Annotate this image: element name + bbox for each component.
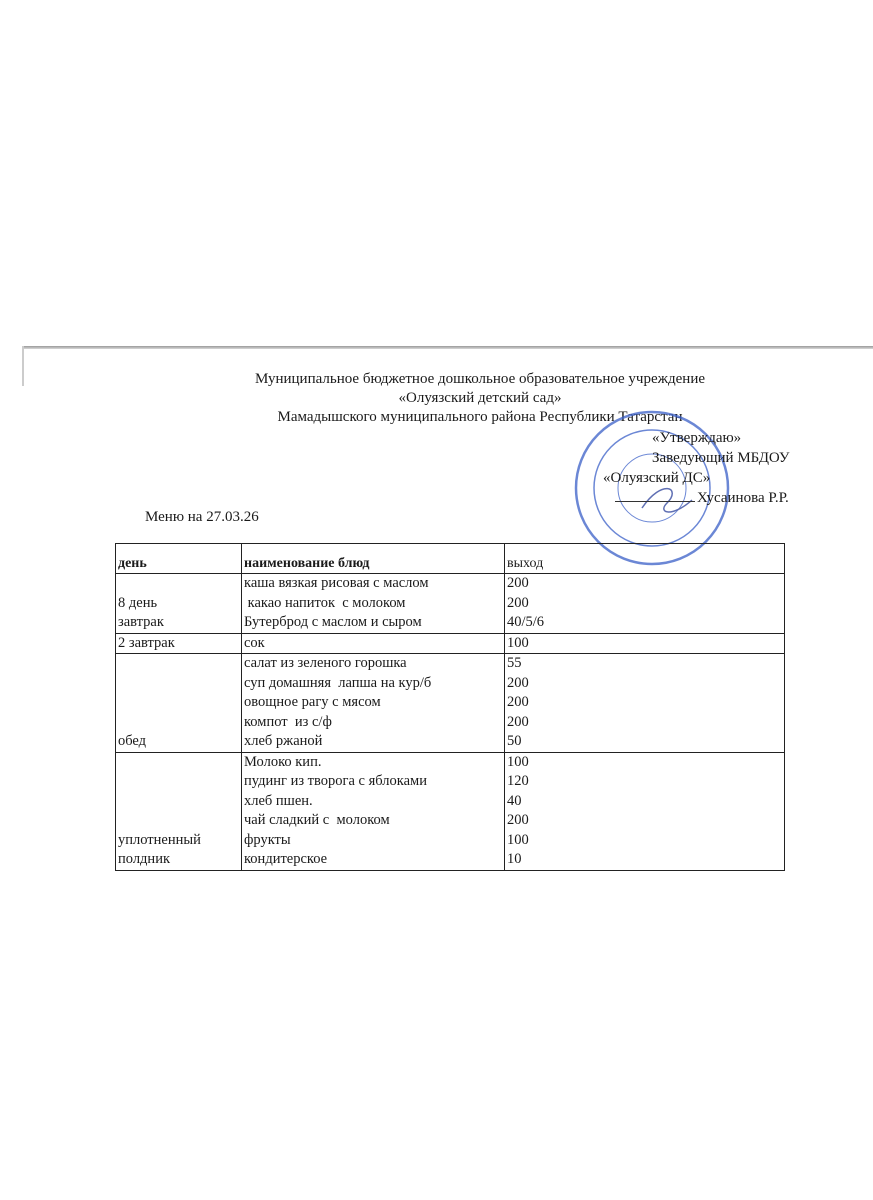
dish-cell (242, 752, 505, 870)
yield-line: 100 (507, 753, 529, 770)
dish-line: сок (244, 634, 265, 651)
dish-line: какао напиток с молоком (244, 594, 406, 611)
menu-table (115, 543, 785, 871)
meal-line: завтрак (118, 614, 164, 630)
director-name: Хусаинова Р.Р. (697, 490, 789, 506)
yield-cell (505, 574, 785, 634)
dish-cell (242, 574, 505, 634)
yield-line: 100 (507, 634, 529, 651)
dish-cell (242, 633, 505, 654)
yield-line: 200 (507, 713, 529, 730)
meal-cell (116, 633, 242, 654)
dish-line: Бутерброд с маслом и сыром (244, 614, 422, 630)
table-row (116, 654, 785, 753)
dish-line: пудинг из творога с яблоками (244, 773, 427, 789)
table-row (116, 574, 785, 634)
meal-line: полдник (118, 851, 170, 867)
yield-line: 50 (507, 733, 522, 749)
dish-line: суп домашняя лапша на кур/б (244, 674, 432, 691)
yield-cell (505, 633, 785, 654)
dish-line: хлеб ржаной (244, 733, 323, 749)
meal-cell (116, 654, 242, 753)
yield-line: 55 (507, 655, 522, 671)
dish-line: хлеб пшен. (244, 792, 313, 809)
dish-cell (242, 654, 505, 753)
yield-line: 120 (507, 773, 529, 789)
approval-line1: «Утверждаю» (652, 430, 742, 446)
yield-line: 200 (507, 575, 529, 591)
meal-cell (116, 574, 242, 634)
dish-line: компот из с/ф (244, 713, 332, 730)
header-dish: наименование блюд (242, 544, 505, 574)
yield-line: 40/5/6 (507, 614, 545, 630)
dish-line: Молоко кип. (244, 753, 322, 770)
yield-line: 100 (507, 831, 529, 848)
dish-line: каша вязкая рисовая с маслом (244, 575, 429, 591)
yield-line: 200 (507, 674, 529, 691)
yield-cell (505, 752, 785, 870)
approval-line3: «Олуязский ДС» (603, 470, 711, 486)
dish-line: салат из зеленого горошка (244, 655, 407, 671)
org-name-line2: «Олуязский детский сад» (398, 390, 562, 406)
meal-line: уплотненный (118, 831, 201, 848)
yield-line: 200 (507, 694, 529, 710)
menu-title: Меню на 27.03.26 (145, 509, 259, 525)
table-row (116, 633, 785, 654)
meal-cell (116, 752, 242, 870)
header-yield: выход (505, 544, 785, 574)
meal-line: 2 завтрак (118, 634, 175, 651)
org-name-line1: Муниципальное бюджетное дошкольное образовательное учреждение (255, 371, 705, 387)
table-header-row (116, 544, 785, 574)
yield-line: 200 (507, 594, 529, 611)
header-day: день (116, 544, 242, 574)
dish-line: фрукты (244, 831, 291, 848)
yield-line: 40 (507, 792, 522, 809)
meal-line: 8 день (118, 594, 158, 611)
dish-line: овощное рагу с мясом (244, 694, 381, 710)
yield-line: 200 (507, 812, 529, 828)
dish-line: кондитерское (244, 851, 328, 867)
meal-line: обед (118, 733, 147, 749)
org-name-line3: Мамадышского муниципального района Республики Татарстан (277, 409, 683, 425)
approval-line2: Заведующий МБДОУ (652, 450, 790, 466)
table-row (116, 752, 785, 870)
yield-cell (505, 654, 785, 753)
approval-signature-line (615, 489, 789, 507)
yield-line: 10 (507, 851, 522, 867)
scan-edge (22, 346, 873, 349)
dish-line: чай сладкий с молоком (244, 812, 390, 828)
